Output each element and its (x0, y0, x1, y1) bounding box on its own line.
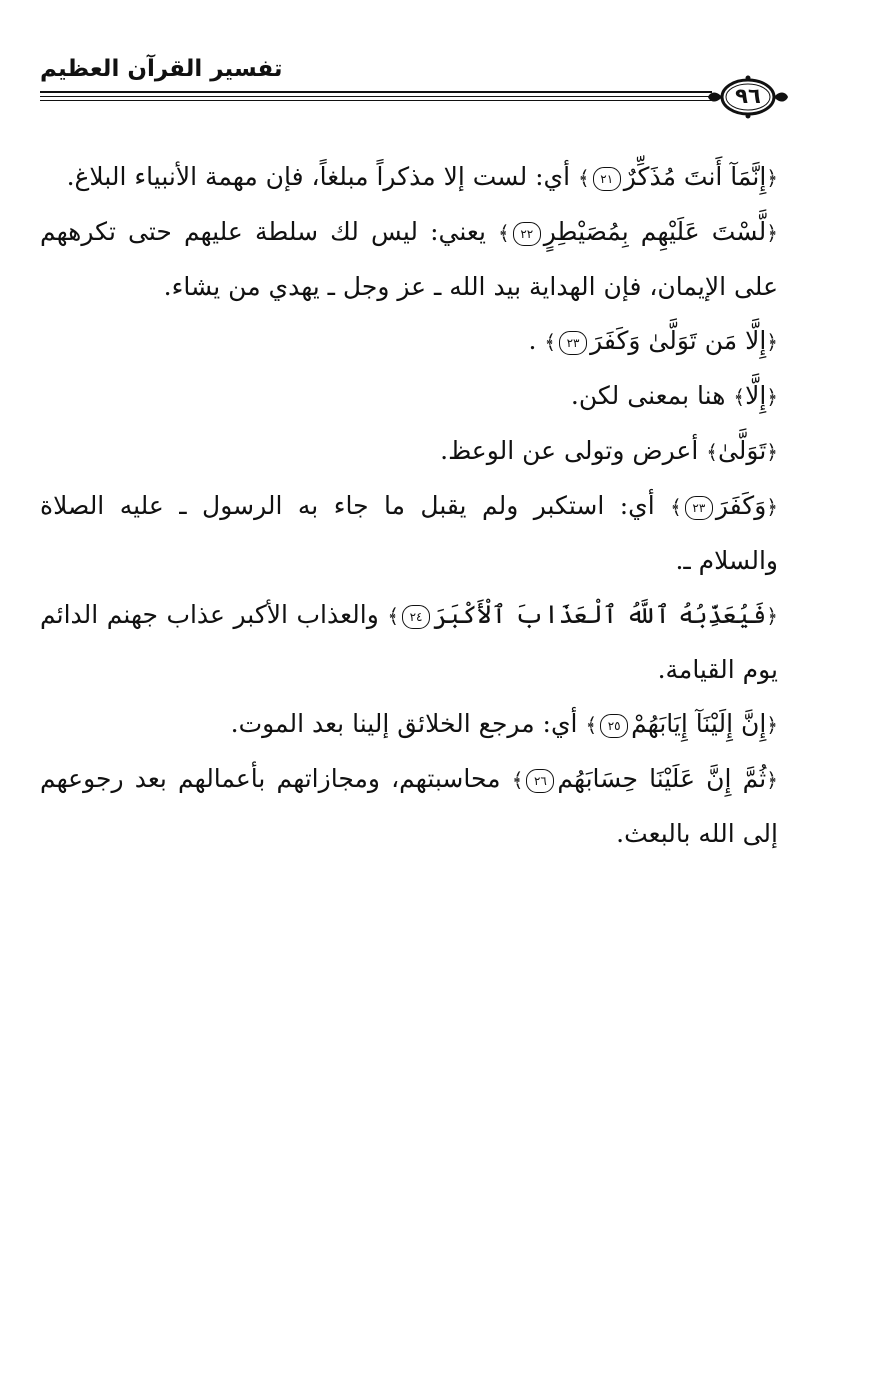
running-header-title: تفسير القرآن العظيم (40, 56, 283, 82)
verse-number-marker: ٢٣ (685, 496, 713, 520)
commentary-text: أي: مرجع الخلائق إلينا بعد الموت. (230, 709, 578, 738)
ornate-bracket-close: ﴾ (511, 768, 524, 792)
ornate-bracket-open: ﴿ (766, 604, 778, 628)
ornate-bracket-open: ﴿ (766, 713, 778, 737)
ornate-bracket-close: ﴾ (670, 495, 682, 519)
commentary-text: والعذاب الأكبر عذاب جهنم الدائم يوم القيامة. (40, 600, 778, 684)
ornate-bracket-close: ﴾ (578, 166, 590, 190)
quran-verse: إِنَّمَآ أَنتَ مُذَكِّرٌ (623, 162, 767, 191)
ornate-bracket-open: ﴿ (766, 385, 778, 409)
page-number: ٩٦ (735, 84, 761, 108)
commentary-text: أي: لست إلا مذكراً مبلغاً، فإن مهمة الأنبياء البلاغ. (66, 162, 571, 191)
verse-number-marker: ٢١ (593, 167, 621, 191)
header-rule (40, 91, 712, 93)
commentary-text: أعرض وتولى عن الوعظ. (440, 436, 699, 465)
commentary-paragraph (40, 314, 778, 369)
commentary-paragraph (40, 479, 778, 588)
commentary-paragraph (40, 369, 778, 424)
ornate-bracket-open: ﴿ (766, 330, 778, 354)
commentary-paragraph (40, 150, 778, 205)
commentary-paragraph (40, 697, 778, 752)
quran-verse: تَوَلَّىٰ (717, 436, 767, 465)
commentary-text: أي: استكبر ولم يقبل ما جاء به الرسول ـ عليه الصلاة والسلام ـ. (40, 491, 778, 575)
commentary-body (40, 150, 778, 861)
quran-verse: ثُمَّ إِنَّ عَلَيْنَا حِسَابَهُم (557, 764, 767, 793)
header-rule (40, 96, 712, 97)
ornate-bracket-close: ﴾ (387, 604, 400, 628)
verse-number-marker: ٢٣ (559, 331, 587, 355)
quran-verse: إِنَّ إِلَيْنَآ إِيَابَهُمْ (631, 709, 767, 738)
ornate-bracket-close: ﴾ (498, 221, 510, 245)
commentary-text: . (528, 326, 537, 355)
header-rule (40, 100, 712, 101)
ornate-bracket-open: ﴿ (766, 495, 778, 519)
ornate-bracket-open: ﴿ (766, 440, 778, 464)
ornate-bracket-open: ﴿ (766, 768, 778, 792)
commentary-text: هنا بمعنى لكن. (570, 381, 726, 410)
commentary-paragraph (40, 752, 778, 861)
quran-verse: وَكَفَرَ (715, 491, 767, 520)
commentary-paragraph (40, 205, 778, 314)
commentary-text: محاسبتهم، ومجازاتهم بأعمالهم بعد رجوعهم إلى الله بالبعث. (40, 764, 778, 848)
ornate-bracket-close: ﴾ (706, 440, 718, 464)
quran-verse: إِلَّا مَن تَوَلَّىٰ وَكَفَرَ (590, 326, 767, 355)
quran-verse: لَّسْتَ عَلَيْهِم بِمُصَيْطِرٍ (543, 217, 767, 246)
verse-number-marker: ٢٤ (402, 605, 430, 629)
ornate-bracket-open: ﴿ (766, 166, 778, 190)
commentary-paragraph (40, 588, 778, 697)
verse-number-marker: ٢٥ (600, 714, 628, 738)
ornate-bracket-close: ﴾ (544, 330, 557, 354)
commentary-text: يعني: ليس لك سلطة عليهم حتى تكرههم على الإيمان، فإن الهداية بيد الله ـ عز وجل ـ يهدي من يشاء. (40, 217, 778, 301)
ornate-bracket-close: ﴾ (585, 713, 598, 737)
ornate-bracket-close: ﴾ (733, 385, 746, 409)
commentary-paragraph (40, 424, 778, 479)
verse-number-marker: ٢٢ (513, 222, 541, 246)
verse-number-marker: ٢٦ (526, 769, 554, 793)
ornate-bracket-open: ﴿ (766, 221, 778, 245)
quran-verse: فَيُعَذِّبُهُ ٱللَّهُ ٱلْعَذَابَ ٱلْأَكْبَرَ (433, 600, 767, 629)
quran-verse: إِلَّا (745, 381, 767, 410)
